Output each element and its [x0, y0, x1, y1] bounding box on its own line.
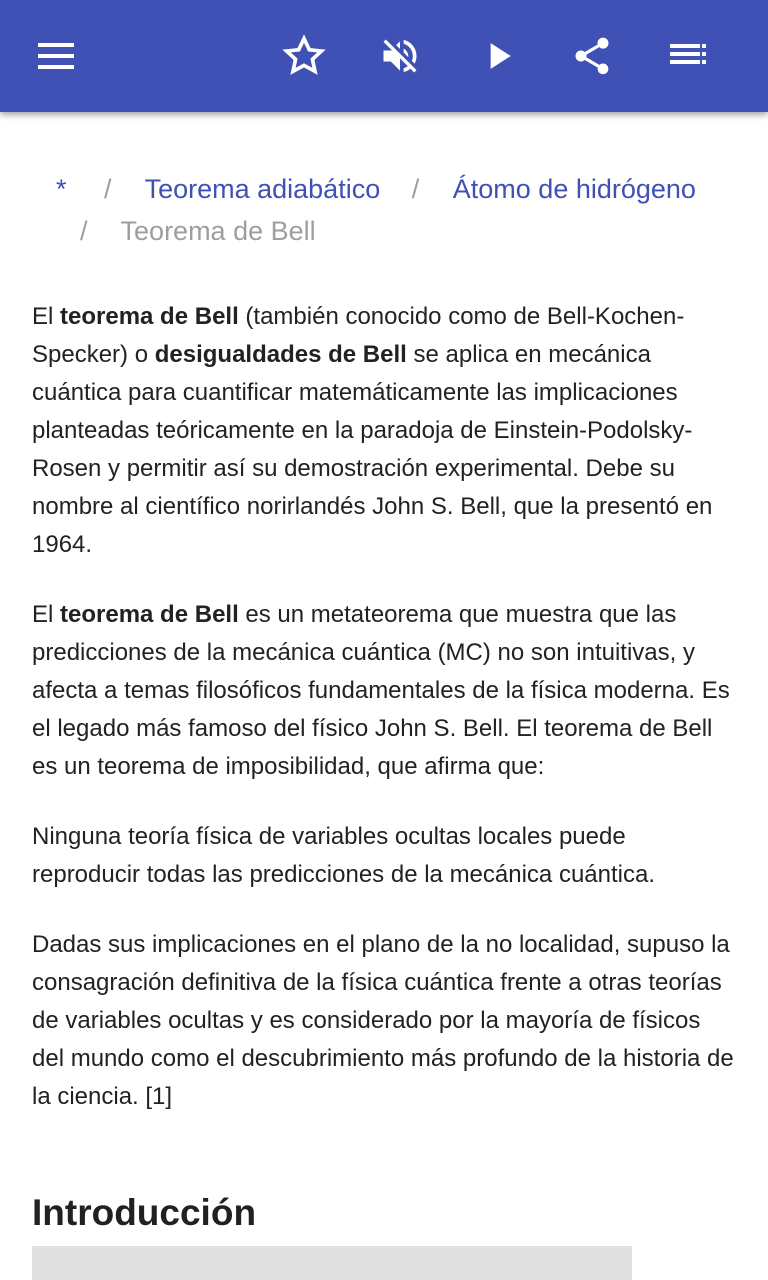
breadcrumb-separator: /: [411, 174, 420, 204]
share-button[interactable]: [562, 26, 622, 86]
paragraph-1: El teorema de Bell (también conocido como de Bell-Kochen-Specker) o desigualdades de Bell se aplica en mecánica cuántica para cuantificar matemáticamente las implicaciones planteadas teóricamente en la paradoja de Einstein-Podolsky-Rosen y permitir así su demostración experimental. Debe su nombre al científico norirlandés John S. Bell, que la presentó en 1964.: [32, 303, 713, 558]
article-body: [32, 298, 736, 1148]
favorite-button[interactable]: [274, 26, 334, 86]
app-toolbar: [0, 0, 768, 112]
image-placeholder: [32, 1246, 632, 1280]
volume-off-icon: [378, 34, 422, 78]
star-outline-icon: [282, 34, 326, 78]
play-button[interactable]: [468, 26, 528, 86]
menu-button[interactable]: [26, 26, 86, 86]
breadcrumb-item-teorema-adiabatico[interactable]: Teorema adiabático: [144, 174, 381, 204]
breadcrumb-separator: /: [104, 174, 112, 204]
breadcrumb-line-2: [80, 216, 316, 247]
paragraph-3: Ninguna teoría física de variables ocultas locales puede reproducir todas las predicciones de la mecánica cuántica.: [32, 823, 656, 888]
playlist-button[interactable]: [658, 26, 718, 86]
playlist-icon: [666, 34, 710, 78]
breadcrumb-item-current: Teorema de Bell: [120, 216, 316, 246]
breadcrumb-line-1: [56, 174, 696, 205]
breadcrumb-separator: /: [80, 216, 88, 246]
mute-button[interactable]: [370, 26, 430, 86]
menu-icon: [36, 36, 76, 76]
bold-term: teorema de Bell: [60, 601, 239, 628]
bold-term: desigualdades de Bell: [154, 341, 407, 368]
section-heading: Introducción: [32, 1192, 257, 1233]
breadcrumb-item-atomo-de-hidrogeno[interactable]: Átomo de hidrógeno: [452, 174, 696, 204]
play-icon: [476, 34, 520, 78]
paragraph-2: El teorema de Bell es un metateorema que muestra que las predicciones de la mecánica cuántica (MC) no son intuitivas, y afecta a temas filosóficos fundamentales de la física moderna. Es el legado más famoso del físico John S. Bell. El teorema de Bell es un teorema de imposibilidad, que afirma que:: [32, 601, 730, 780]
article-view: [0, 112, 768, 1280]
paragraph-4: Dadas sus implicaciones en el plano de la no localidad, supuso la consagración definitiva de la física cuántica frente a otras teorías de variables ocultas y es considerado por la mayoría de físicos del mundo como el descubrimiento más profundo de la historia de la ciencia. [1]: [32, 931, 734, 1110]
breadcrumb-item-home[interactable]: *: [56, 174, 67, 204]
share-icon: [570, 34, 614, 78]
bold-term: teorema de Bell: [60, 303, 239, 330]
